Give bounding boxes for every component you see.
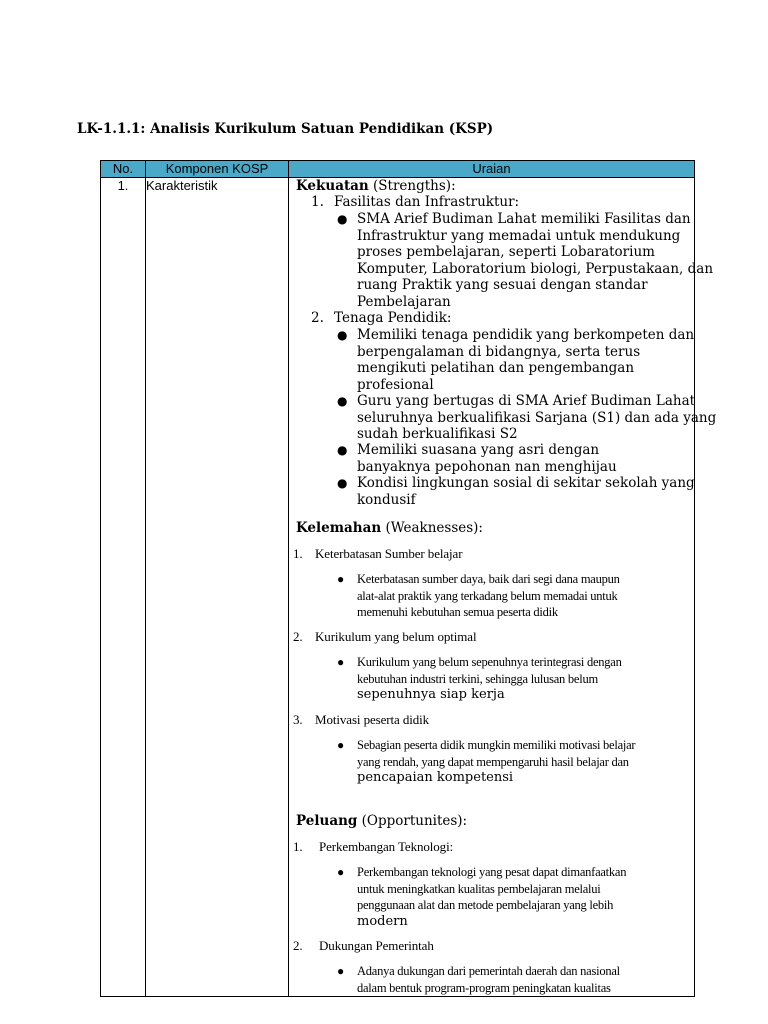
bullet-icon: ● xyxy=(337,964,344,978)
kelemahan-3-bullet xyxy=(337,737,636,787)
header-komponen: Komponen KOSP xyxy=(146,161,289,178)
table-row xyxy=(101,178,695,997)
peluang-item-2 xyxy=(293,938,434,955)
kelemahan-heading-bold: Kelemahan xyxy=(296,520,382,536)
bullet-line: Guru yang bertugas di SMA Arief Budiman Lahat xyxy=(357,393,696,409)
bullet-line: Infrastruktur yang memadai untuk mendukung xyxy=(357,227,681,244)
item-label: Keterbatasan Sumber belajar xyxy=(315,546,463,561)
bullet-icon: ● xyxy=(337,738,344,752)
bullet-line: proses pembelajaran, seperti Lobaratorium xyxy=(357,244,655,260)
kelemahan-1-bullet xyxy=(337,571,620,621)
bullet-line: modern xyxy=(357,913,408,929)
bullet-line: seluruhnya berkualifikasi Sarjana (S1) dan ada yang xyxy=(357,409,717,426)
kelemahan-heading xyxy=(296,520,483,536)
kelemahan-heading-rest: (Weaknesses): xyxy=(381,520,483,536)
item-number: 2. xyxy=(293,938,303,953)
ksp-analysis-table xyxy=(100,160,717,997)
bullet-icon: ● xyxy=(337,476,348,490)
bullet-line: banyaknya pepohonan nan menghijau xyxy=(357,458,617,475)
bullet-line: mengikuti pelatihan dan pengembangan xyxy=(357,360,635,376)
kekuatan-heading-rest: (Strengths): xyxy=(368,178,456,194)
item-number: 1. xyxy=(293,839,303,854)
bullet-line: yang rendah, yang dapat mempengaruhi hasil belajar dan xyxy=(357,754,629,769)
bullet-line: Pembelajaran xyxy=(357,293,451,310)
item-label: Perkembangan Teknologi: xyxy=(319,839,454,854)
bullet-line: Memiliki tenaga pendidik yang berkompeten dan xyxy=(357,327,695,343)
bullet-line: profesional xyxy=(357,376,434,393)
table-header-row xyxy=(101,161,695,178)
bullet-icon: ● xyxy=(337,328,348,342)
row-uraian xyxy=(289,178,717,997)
bullet-line: sepenuhnya siap kerja xyxy=(357,687,505,702)
item-label: Kurikulum yang belum optimal xyxy=(315,629,477,644)
kekuatan-2-bullet-3 xyxy=(337,442,617,475)
item-number: 2. xyxy=(293,629,303,644)
item-number: 3. xyxy=(293,712,303,727)
bullet-icon: ● xyxy=(337,443,348,457)
bullet-line: sudah berkualifikasi S2 xyxy=(357,426,518,442)
item-label: Motivasi peserta didik xyxy=(315,712,430,727)
item-label: Dukungan Pemerintah xyxy=(319,938,434,953)
item-number: 2. xyxy=(311,310,324,326)
kekuatan-item-1 xyxy=(311,194,520,211)
bullet-line: Adanya dukungan dari pemerintah daerah dan nasional xyxy=(357,964,620,978)
bullet-icon: ● xyxy=(337,572,344,586)
header-no: No. xyxy=(101,161,146,178)
bullet-line: Kurikulum yang belum sepenuhnya terintegrasi dengan xyxy=(357,655,622,669)
item-label: Fasilitas dan Infrastruktur: xyxy=(334,194,520,210)
kekuatan-1-bullet-1 xyxy=(337,211,714,310)
kekuatan-item-2 xyxy=(311,310,452,327)
kekuatan-2-bullet-1 xyxy=(337,327,695,393)
bullet-line: Memiliki suasana yang asri dengan xyxy=(357,442,600,458)
row-number: 1. xyxy=(101,178,146,997)
kelemahan-item-3 xyxy=(293,712,430,729)
kekuatan-heading xyxy=(296,178,456,194)
peluang-heading-rest: (Opportunites): xyxy=(357,813,468,829)
bullet-icon: ● xyxy=(337,865,344,879)
document-title: LK-1.1.1: Analisis Kurikulum Satuan Pendidikan (KSP) xyxy=(77,121,494,137)
bullet-line: berpengalaman di bidangnya, serta terus xyxy=(357,343,641,360)
bullet-line: ruang Praktik yang sesuai dengan standar xyxy=(357,277,648,293)
item-number: 1. xyxy=(311,194,324,210)
bullet-line: kondusif xyxy=(357,491,416,508)
kekuatan-2-bullet-4 xyxy=(337,475,695,508)
bullet-line: Sebagian peserta didik mungkin memiliki motivasi belajar xyxy=(357,738,636,752)
header-uraian: Uraian xyxy=(289,161,695,178)
kekuatan-2-bullet-2 xyxy=(337,393,717,443)
bullet-line: Perkembangan teknologi yang pesat dapat dimanfaatkan xyxy=(357,865,627,879)
bullet-line: memenuhi kebutuhan semua peserta didik xyxy=(357,605,558,619)
bullet-line: untuk meningkatkan kualitas pembelajaran melalui xyxy=(357,881,601,896)
peluang-heading xyxy=(296,813,467,829)
peluang-item-1 xyxy=(293,839,454,856)
kekuatan-heading-bold: Kekuatan xyxy=(296,178,369,194)
peluang-1-bullet xyxy=(337,864,627,930)
item-number: 1. xyxy=(293,546,303,561)
bullet-icon: ● xyxy=(337,394,348,408)
kelemahan-2-bullet xyxy=(337,654,622,704)
bullet-line: Kondisi lingkungan sosial di sekitar sekolah yang xyxy=(357,475,695,491)
bullet-line: kebutuhan industri terkini, sehingga lulusan belum xyxy=(357,671,598,686)
bullet-line: SMA Arief Budiman Lahat memiliki Fasilitas dan xyxy=(357,211,691,227)
bullet-line: Keterbatasan sumber daya, baik dari segi dana maupun xyxy=(357,572,620,586)
peluang-2-bullet xyxy=(337,963,620,996)
peluang-heading-bold: Peluang xyxy=(296,813,358,829)
item-label: Tenaga Pendidik: xyxy=(334,310,452,326)
kelemahan-item-1 xyxy=(293,546,463,563)
kelemahan-item-2 xyxy=(293,629,477,646)
bullet-line: pencapaian kompetensi xyxy=(357,770,514,785)
bullet-icon: ● xyxy=(337,212,348,226)
bullet-line: alat-alat praktik yang terkadang belum memadai untuk xyxy=(357,588,618,603)
bullet-icon: ● xyxy=(337,655,344,669)
row-komponen: Karakteristik xyxy=(146,178,289,997)
bullet-line: dalam bentuk program-program peningkatan kualitas xyxy=(357,980,611,995)
bullet-line: penggunaan alat dan metode pembelajaran yang lebih xyxy=(357,898,614,912)
bullet-line: Komputer, Laboratorium biologi, Perpustakaan, dan xyxy=(357,260,714,277)
